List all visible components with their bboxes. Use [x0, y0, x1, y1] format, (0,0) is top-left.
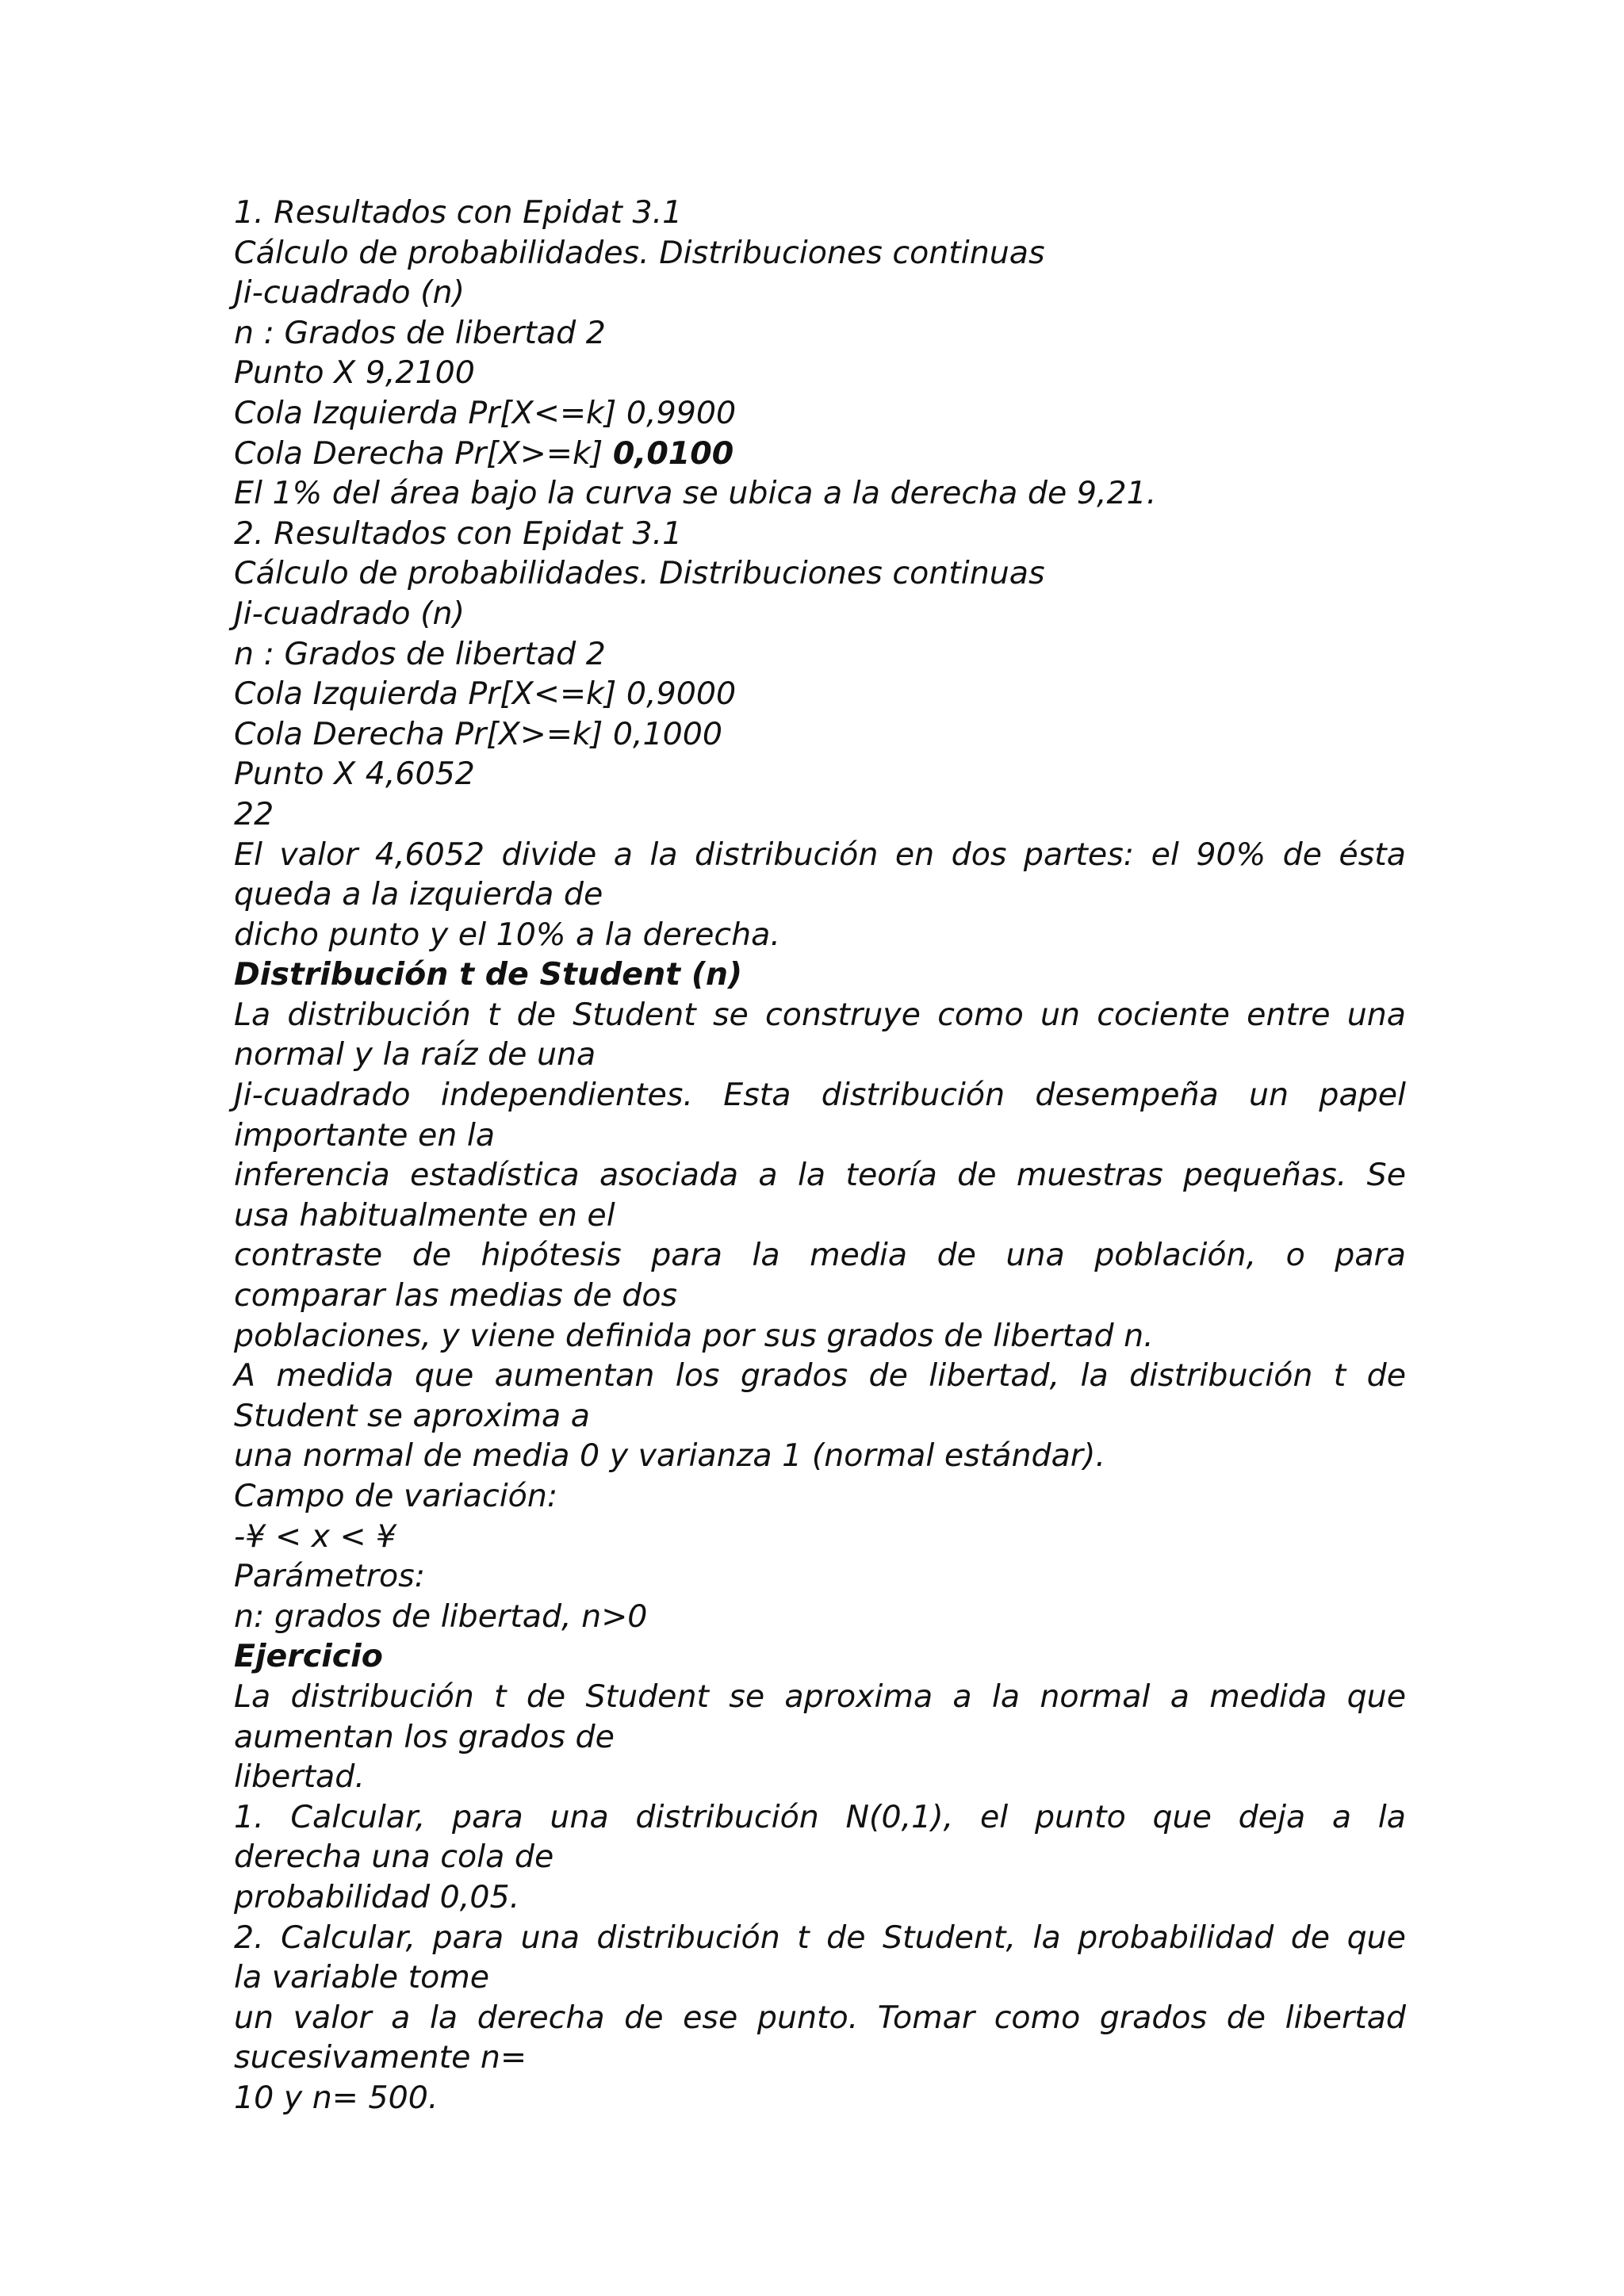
section2-point: Punto X 4,6052	[234, 756, 475, 793]
section1-note: El 1% del área bajo la curva se ubica a la derecha de 9,21.	[234, 475, 1157, 512]
student-paragraph-line: importante en la	[234, 1116, 496, 1154]
section2-note-line: dicho punto y el 10% a la derecha.	[234, 916, 780, 953]
exercise-question-2: un valor a la derecha de ese punto. Tomar como grados de libertad	[234, 1999, 1406, 2036]
section1-distribution: Ji-cuadrado (n)	[234, 274, 465, 312]
student-heading: Distribución t de Student (n)	[234, 956, 743, 993]
student-paragraph-line: usa habitualmente en el	[234, 1196, 615, 1234]
student-paragraph-line: Ji-cuadrado independientes. Esta distribución desempeña un papel	[234, 1077, 1406, 1114]
exercise-question-2: 2. Calcular, para una distribución t de Student, la probabilidad de que	[234, 1919, 1406, 1956]
exercise-heading: Ejercicio	[234, 1638, 383, 1675]
section2-right-tail: Cola Derecha Pr[X>=k] 0,1000	[234, 715, 723, 752]
section1-left-tail: Cola Izquierda Pr[X<=k] 0,9900	[234, 394, 737, 431]
student-paragraph-line: normal y la raíz de una	[234, 1036, 596, 1073]
exercise-question-1: derecha una cola de	[234, 1839, 554, 1876]
section1-point: Punto X 9,2100	[234, 354, 475, 392]
params-label: Parámetros:	[234, 1558, 426, 1595]
section2-note-line: queda a la izquierda de	[234, 876, 603, 913]
exercise-line: aumentan los grados de	[234, 1718, 615, 1755]
student-paragraph-line: poblaciones, y viene definida por sus grados de libertad n.	[234, 1317, 1154, 1354]
exercise-line: La distribución t de Student se aproxima a la normal a medida que	[234, 1678, 1406, 1715]
section2-title: 2. Resultados con Epidat 3.1	[234, 515, 683, 552]
section1-subtitle: Cálculo de probabilidades. Distribuciones continuas	[234, 234, 1045, 271]
exercise-question-2: la variable tome	[234, 1959, 490, 1996]
exercise-question-1: probabilidad 0,05.	[234, 1878, 520, 1915]
exercise-line: libertad.	[234, 1758, 365, 1796]
student-paragraph-line: comparar las medias de dos	[234, 1277, 678, 1314]
section1-degrees-of-freedom: n : Grados de libertad 2	[234, 314, 606, 351]
document-body	[234, 193, 1406, 2118]
range-value: -¥ < x < ¥	[234, 1517, 396, 1555]
section2-subtitle: Cálculo de probabilidades. Distribuciones continuas	[234, 555, 1045, 592]
section2-distribution: Ji-cuadrado (n)	[234, 595, 465, 632]
range-label: Campo de variación:	[234, 1478, 558, 1514]
student-paragraph-line: La distribución t de Student se construye como un cociente entre una	[234, 996, 1406, 1033]
params-value: n: grados de libertad, n>0	[234, 1598, 648, 1635]
student-paragraph-line: inferencia estadística asociada a la teoría de muestras pequeñas. Se	[234, 1157, 1406, 1194]
exercise-question-2: 10 y n= 500.	[234, 2079, 439, 2116]
section1-title: 1. Resultados con Epidat 3.1	[234, 194, 683, 231]
section1-right-tail	[234, 434, 1406, 474]
student-paragraph-line: contraste de hipótesis para la media de una población, o para	[234, 1237, 1406, 1274]
student-paragraph-line: A medida que aumentan los grados de libertad, la distribución t de	[234, 1357, 1406, 1395]
exercise-question-2: sucesivamente n=	[234, 2039, 527, 2076]
exercise-question-1: 1. Calcular, para una distribución N(0,1), el punto que deja a la	[234, 1798, 1406, 1835]
section1-right-tail-label: Cola Derecha Pr[X>=k]	[234, 434, 613, 472]
section2-degrees-of-freedom: n : Grados de libertad 2	[234, 635, 606, 672]
student-paragraph-line: Student se aproxima a	[234, 1397, 590, 1434]
section2-note-line: El valor 4,6052 divide a la distribución en dos partes: el 90% de ésta	[234, 836, 1406, 873]
student-paragraph-line: una normal de media 0 y varianza 1 (normal estándar).	[234, 1437, 1105, 1475]
section2-left-tail: Cola Izquierda Pr[X<=k] 0,9000	[234, 675, 737, 713]
section1-right-tail-value: 0,0100	[612, 434, 734, 472]
page-number: 22	[234, 795, 274, 832]
